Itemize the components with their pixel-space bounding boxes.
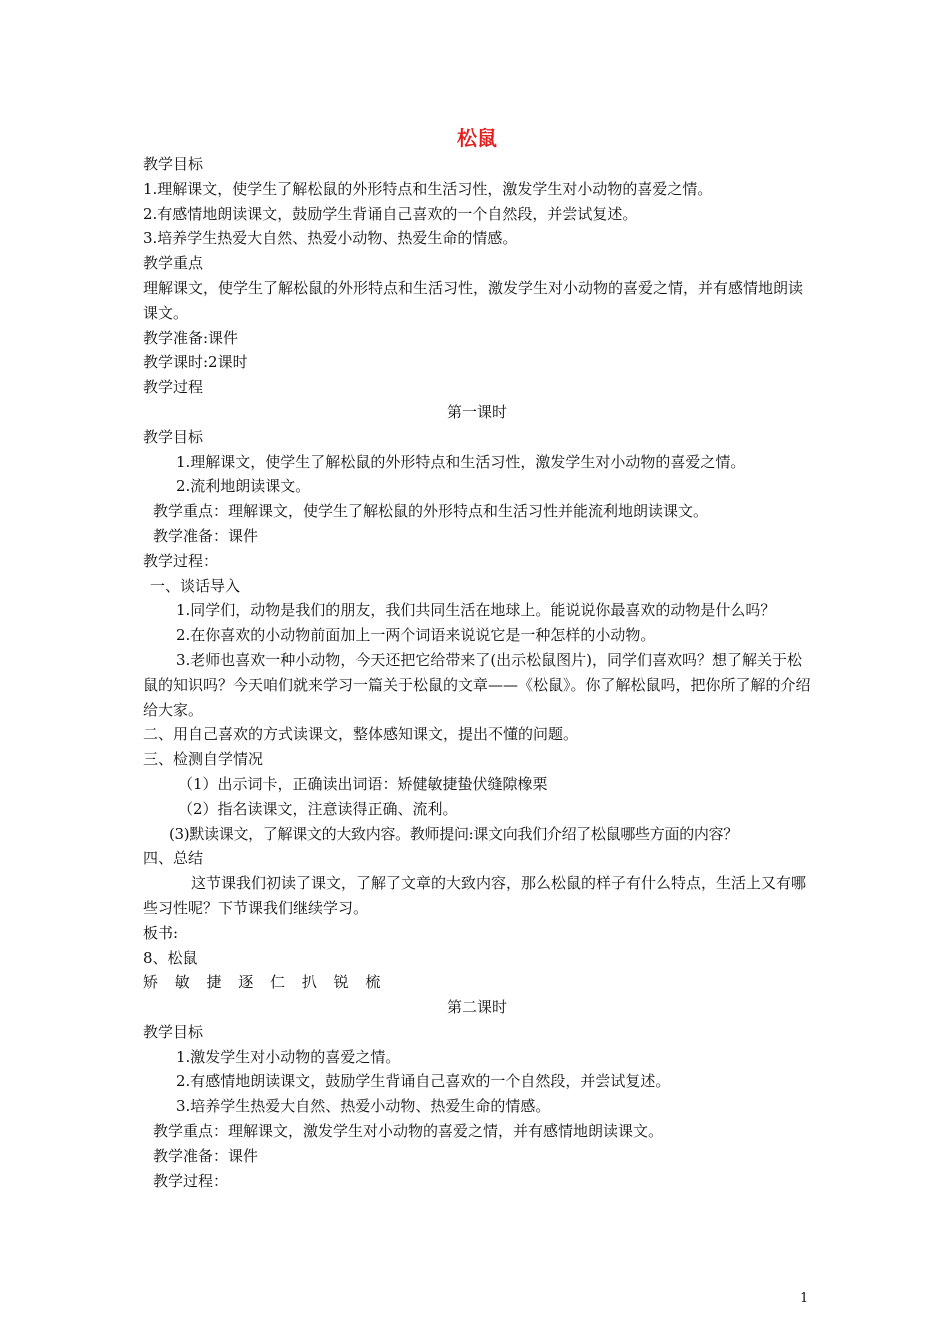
lesson2-goal-2: 2.有感情地朗读课文，鼓励学生背诵自己喜欢的一个自然段，并尝试复述。 bbox=[176, 1072, 671, 1091]
heading-key-points: 教学重点 bbox=[143, 254, 204, 273]
goal-1: 1.理解课文，使学生了解松鼠的外形特点和生活习性，激发学生对小动物的喜爱之情。 bbox=[143, 179, 713, 198]
lesson2-goal-3: 3.培养学生热爱大自然、热爱小动物、热爱生命的情感。 bbox=[176, 1097, 551, 1116]
class-hours: 教学课时:2课时 bbox=[143, 353, 248, 372]
heading-teaching-goals: 教学目标 bbox=[143, 155, 204, 173]
lesson2-preparation: 教学准备：课件 bbox=[153, 1146, 259, 1165]
lesson1-key-points: 教学重点：理解课文，使学生了解松鼠的外形特点和生活习性并能流利地朗读课文。 bbox=[153, 502, 709, 521]
step-4-summary: 这节课我们初读了课文，了解了文章的大致内容，那么松鼠的样子有什么特点，生活上又有哪些习性呢？下节课我们继续学习。 bbox=[143, 874, 807, 917]
lesson1-process: 教学过程： bbox=[143, 551, 219, 570]
lesson1-preparation: 教学准备：课件 bbox=[153, 526, 259, 545]
step-3-heading: 三、检测自学情况 bbox=[143, 750, 264, 769]
lesson2-key-points: 教学重点：理解课文，激发学生对小动物的喜爱之情，并有感情地朗读课文。 bbox=[153, 1122, 664, 1141]
step-1-item-3: 3.老师也喜欢一种小动物，今天还把它给带来了(出示松鼠图片)，同学们喜欢吗？想了解关于松鼠的知识吗？今天咱们就来学习一篇关于松鼠的文章——《松鼠》。你了解松鼠吗，把你所了解的介绍给大家。 bbox=[143, 650, 811, 719]
board-title: 8、松鼠 bbox=[143, 948, 198, 967]
page-number: 1 bbox=[800, 1291, 809, 1306]
step-2-heading: 二、用自己喜欢的方式读课文，整体感知课文，提出不懂的问题。 bbox=[143, 725, 579, 744]
step-3-item-2: （2）指名读课文，注意读得正确、流利。 bbox=[178, 799, 458, 818]
step-4-heading: 四、总结 bbox=[143, 849, 204, 868]
board-heading: 板书: bbox=[143, 923, 179, 942]
preparation: 教学准备:课件 bbox=[143, 328, 239, 347]
lesson1-heading-goals: 教学目标 bbox=[143, 427, 204, 446]
lesson1-goal-2: 2.流利地朗读课文。 bbox=[176, 477, 311, 496]
step-3-item-1: （1）出示词卡，正确读出词语：矫健敏捷蛰伏缝隙橡栗 bbox=[178, 774, 548, 793]
lesson2-goal-1: 1.激发学生对小动物的喜爱之情。 bbox=[176, 1047, 401, 1066]
step-1-item-2: 2.在你喜欢的小动物前面加上一两个词语来说说它是一种怎样的小动物。 bbox=[176, 626, 656, 645]
key-points-text: 理解课文，使学生了解松鼠的外形特点和生活习性，激发学生对小动物的喜爱之情，并有感情地朗读课文。 bbox=[143, 278, 804, 322]
step-1-heading: 一、谈话导入 bbox=[150, 576, 241, 595]
lesson2-process: 教学过程： bbox=[153, 1171, 229, 1190]
goal-2: 2.有感情地朗读课文，鼓励学生背诵自己喜欢的一个自然段，并尝试复述。 bbox=[143, 204, 638, 223]
document-page bbox=[143, 124, 811, 1193]
section-lesson-2: 第二课时 bbox=[446, 998, 507, 1017]
section-lesson-1: 第一课时 bbox=[446, 402, 507, 421]
document-title: 松鼠 bbox=[457, 126, 497, 150]
step-3-item-3: (3)默读课文，了解课文的大致内容。教师提问:课文向我们介绍了松鼠哪些方面的内容？ bbox=[169, 824, 739, 843]
lesson1-goal-1: 1.理解课文，使学生了解松鼠的外形特点和生活习性，激发学生对小动物的喜爱之情。 bbox=[176, 452, 746, 471]
goal-3: 3.培养学生热爱大自然、热爱小动物、热爱生命的情感。 bbox=[143, 229, 518, 248]
board-characters: 矫 敏 捷 逐 仁 扒 锐 梳 bbox=[143, 973, 381, 992]
heading-process: 教学过程 bbox=[143, 378, 204, 397]
step-1-item-1: 1.同学们，动物是我们的朋友，我们共同生活在地球上。能说说你最喜欢的动物是什么吗？ bbox=[176, 601, 776, 620]
lesson2-heading-goals: 教学目标 bbox=[143, 1022, 204, 1041]
